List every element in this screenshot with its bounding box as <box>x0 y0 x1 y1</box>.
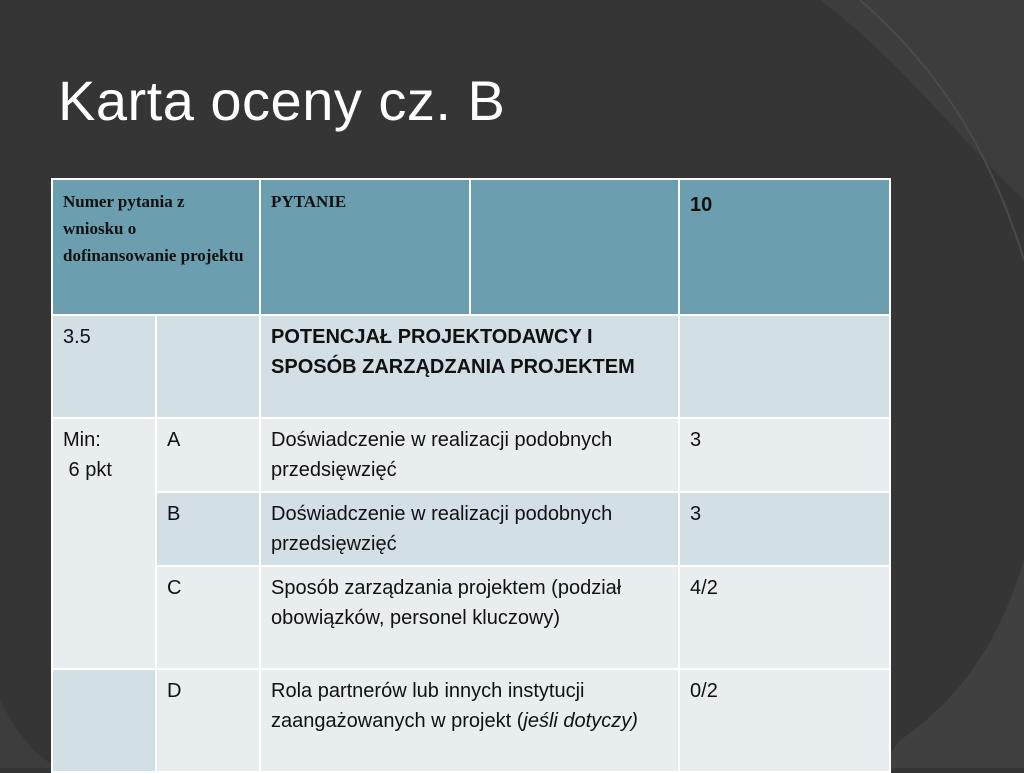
header-question-number: Numer pytania z wniosku o dofinansowanie projektu <box>52 179 260 315</box>
row-text-italic: jeśli dotyczy) <box>523 710 638 732</box>
header-empty <box>470 179 679 315</box>
row-letter: C <box>156 566 260 669</box>
row-text <box>260 669 679 772</box>
section-letter-empty <box>156 315 260 418</box>
section-score <box>679 315 890 418</box>
row-min-empty <box>52 669 156 772</box>
row-text: Sposób zarządzania projektem (podział obowiązków, personel kluczowy) <box>260 566 679 669</box>
min-points: 6 pkt <box>63 459 112 481</box>
table-row <box>52 418 890 492</box>
row-text-main: Rola partnerów lub innych instytucji zaangażowanych w projekt ( <box>271 680 585 732</box>
min-points-cell <box>52 418 156 669</box>
table-header-row <box>52 179 890 315</box>
evaluation-card-table <box>51 178 891 773</box>
header-max-score: 10 <box>679 179 890 315</box>
table-row <box>52 566 890 669</box>
row-score: 0/2 <box>679 669 890 772</box>
row-letter: D <box>156 669 260 772</box>
row-text: Doświadczenie w realizacji podobnych przedsięwzięć <box>260 492 679 566</box>
section-number: 3.5 <box>52 315 156 418</box>
header-question: PYTANIE <box>260 179 470 315</box>
table-row <box>52 492 890 566</box>
row-text: Doświadczenie w realizacji podobnych przedsięwzięć <box>260 418 679 492</box>
row-letter: A <box>156 418 260 492</box>
row-score: 3 <box>679 418 890 492</box>
row-score: 3 <box>679 492 890 566</box>
table-row <box>52 669 890 772</box>
row-letter: B <box>156 492 260 566</box>
row-score: 4/2 <box>679 566 890 669</box>
section-row <box>52 315 890 418</box>
min-label: Min: <box>63 429 101 451</box>
section-title: POTENCJAŁ PROJEKTODAWCY I SPOSÓB ZARZĄDZANIA PROJEKTEM <box>260 315 679 418</box>
slide-title: Karta oceny cz. B <box>58 69 506 132</box>
